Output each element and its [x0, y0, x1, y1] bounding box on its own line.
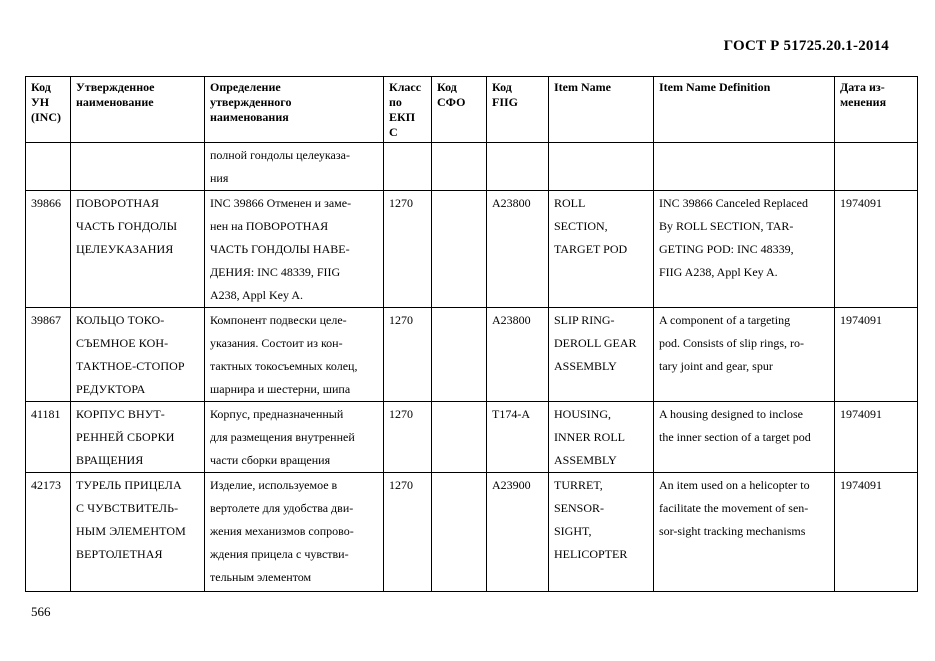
cell-definition: INC 39866 Отменен и заме- нен на ПОВОРОТНАЯ ЧАСТЬ ГОНДОЛЫ НАВЕ- ДЕНИЯ: INC 48339, FIIG A238, Appl Key A. — [205, 191, 384, 308]
cell-name: КОРПУС ВНУТ- РЕННЕЙ СБОРКИ ВРАЩЕНИЯ — [71, 402, 205, 473]
cell-date: 1974091 — [835, 191, 918, 308]
cell-item-definition: An item used on a helicopter to facilitate the movement of sen- sor-sight tracking mechanisms — [654, 473, 835, 592]
cell-fiig: A23800 — [487, 191, 549, 308]
table-row — [26, 308, 918, 402]
cell-sfo — [432, 143, 487, 191]
cell-fiig: A23800 — [487, 308, 549, 402]
cell-name: ПОВОРОТНАЯ ЧАСТЬ ГОНДОЛЫ ЦЕЛЕУКАЗАНИЯ — [71, 191, 205, 308]
header-inc: Код УН (INC) — [26, 77, 71, 143]
cell-item-definition: A component of a targeting pod. Consists of slip rings, ro- tary joint and gear, spur — [654, 308, 835, 402]
nomenclature-table — [25, 76, 918, 592]
cell-inc: 42173 — [26, 473, 71, 592]
cell-name: ТУРЕЛЬ ПРИЦЕЛА С ЧУВСТВИТЕЛЬ- НЫМ ЭЛЕМЕНТОМ ВЕРТОЛЕТНАЯ — [71, 473, 205, 592]
table-row-continuation — [26, 143, 918, 191]
cell-definition: Изделие, используемое в вертолете для удобства дви- жения механизмов сопрово- ждения прицела с чувстви- тельным элементом — [205, 473, 384, 592]
cell-fiig: T174-A — [487, 402, 549, 473]
cell-class: 1270 — [384, 473, 432, 592]
header-class: Класс по ЕКП С — [384, 77, 432, 143]
table-row — [26, 402, 918, 473]
table-row — [26, 473, 918, 592]
cell-item-name — [549, 143, 654, 191]
cell-class: 1270 — [384, 402, 432, 473]
table-row — [26, 191, 918, 308]
cell-inc: 39866 — [26, 191, 71, 308]
cell-inc — [26, 143, 71, 191]
header-change-date: Дата из- менения — [835, 77, 918, 143]
cell-item-name: TURRET, SENSOR- SIGHT, HELICOPTER — [549, 473, 654, 592]
cell-inc: 41181 — [26, 402, 71, 473]
cell-name: КОЛЬЦО ТОКО- СЪЕМНОЕ КОН- ТАКТНОЕ-СТОПОР РЕДУКТОРА — [71, 308, 205, 402]
cell-date: 1974091 — [835, 308, 918, 402]
header-fiig: Код FIIG — [487, 77, 549, 143]
page-number: 566 — [31, 604, 51, 619]
cell-fiig: A23900 — [487, 473, 549, 592]
cell-definition: Корпус, предназначенный для размещения внутренней части сборки вращения — [205, 402, 384, 473]
header-sfo: Код СФО — [432, 77, 487, 143]
cell-item-name: HOUSING, INNER ROLL ASSEMBLY — [549, 402, 654, 473]
header-definition: Определение утвержденного наименования — [205, 77, 384, 143]
cell-item-name: ROLL SECTION, TARGET POD — [549, 191, 654, 308]
cell-definition: полной гондолы целеуказа- ния — [205, 143, 384, 191]
cell-class: 1270 — [384, 308, 432, 402]
cell-date — [835, 143, 918, 191]
cell-inc: 39867 — [26, 308, 71, 402]
cell-class — [384, 143, 432, 191]
cell-sfo — [432, 473, 487, 592]
cell-item-definition — [654, 143, 835, 191]
header-item-name: Item Name — [549, 77, 654, 143]
cell-date: 1974091 — [835, 473, 918, 592]
cell-item-name: SLIP RING- DEROLL GEAR ASSEMBLY — [549, 308, 654, 402]
cell-name — [71, 143, 205, 191]
cell-fiig — [487, 143, 549, 191]
table-header-row — [26, 77, 918, 143]
cell-sfo — [432, 191, 487, 308]
cell-item-definition: A housing designed to inclose the inner section of a target pod — [654, 402, 835, 473]
cell-class: 1270 — [384, 191, 432, 308]
cell-date: 1974091 — [835, 402, 918, 473]
cell-sfo — [432, 402, 487, 473]
header-item-name-definition: Item Name Definition — [654, 77, 835, 143]
header-approved-name: Утвержденное наименование — [71, 77, 205, 143]
document-standard-header: ГОСТ Р 51725.20.1-2014 — [723, 38, 889, 54]
cell-item-definition: INC 39866 Canceled Replaced By ROLL SECTION, TAR- GETING POD: INC 48339, FIIG A238, Appl Key A. — [654, 191, 835, 308]
cell-definition: Компонент подвески целе- указания. Состоит из кон- тактных токосъемных колец, шарнира и шестерни, шипа — [205, 308, 384, 402]
cell-sfo — [432, 308, 487, 402]
